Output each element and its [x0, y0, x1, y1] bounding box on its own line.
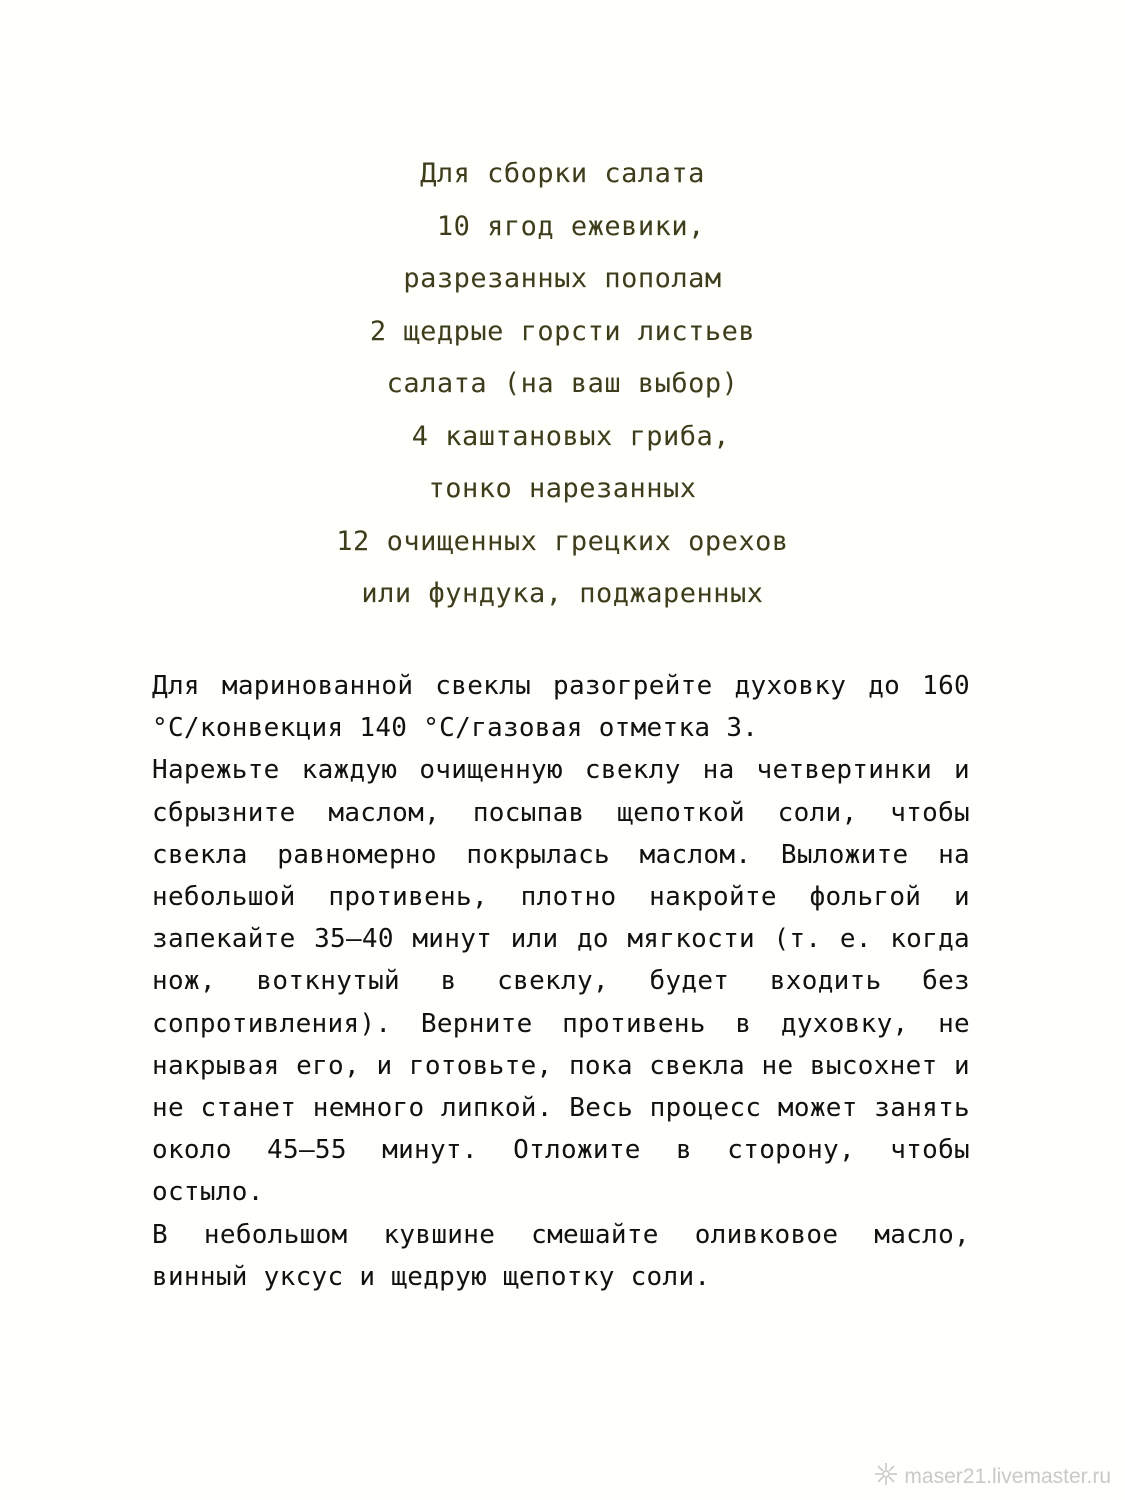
method-text [152, 665, 970, 1298]
ingredient-line: 10 ягод ежевики, [420, 210, 705, 242]
ingredient-line: или фундука, поджаренных [361, 578, 764, 609]
ingredient-line: разрезанных пополам [403, 263, 722, 294]
ingredients-list [0, 148, 1125, 621]
watermark [874, 1462, 1111, 1492]
ingredient-line: 2 щедрые горсти листьев [369, 315, 756, 347]
snowflake-logo-icon [874, 1462, 898, 1492]
method-paragraph: Нарежьте каждую очищенную свеклу на четвертинки и сбрызните маслом, посыпав щепоткой соли, чтобы свекла равномерно покрылась маслом. Выложите на небольшой противень, плотно накройте фольгой и запекайте 35–40 минут или до мягкости (т. е. когда нож, воткнутый в свеклу, будет входить без сопротивления). Верните противень в духовку, не накрывая его, и готовьте, пока свекла не высохнет и не станет немного липкой. Весь процесс может занять около 45–55 минут. Отложите в сторону, чтобы остыло. [152, 755, 970, 1208]
ingredient-line: 4 каштановых гриба, [394, 420, 731, 452]
ingredients-heading: Для сборки салата [420, 158, 705, 189]
method-paragraph: В небольшом кувшине смешайте оливковое масло, винный уксус и щедрую щепотку соли. [152, 1219, 970, 1292]
ingredient-line: тонко нарезанных [428, 473, 697, 504]
ingredient-line: 12 очищенных грецких орехов [336, 525, 789, 557]
method-paragraph: Для маринованной свеклы разогрейте духовку до 160 °C/конвекция 140 °C/газовая отметка 3. [152, 671, 970, 744]
ingredient-line: салата (на ваш выбор) [386, 368, 739, 399]
watermark-text: maser21.livemaster.ru [904, 1465, 1111, 1488]
